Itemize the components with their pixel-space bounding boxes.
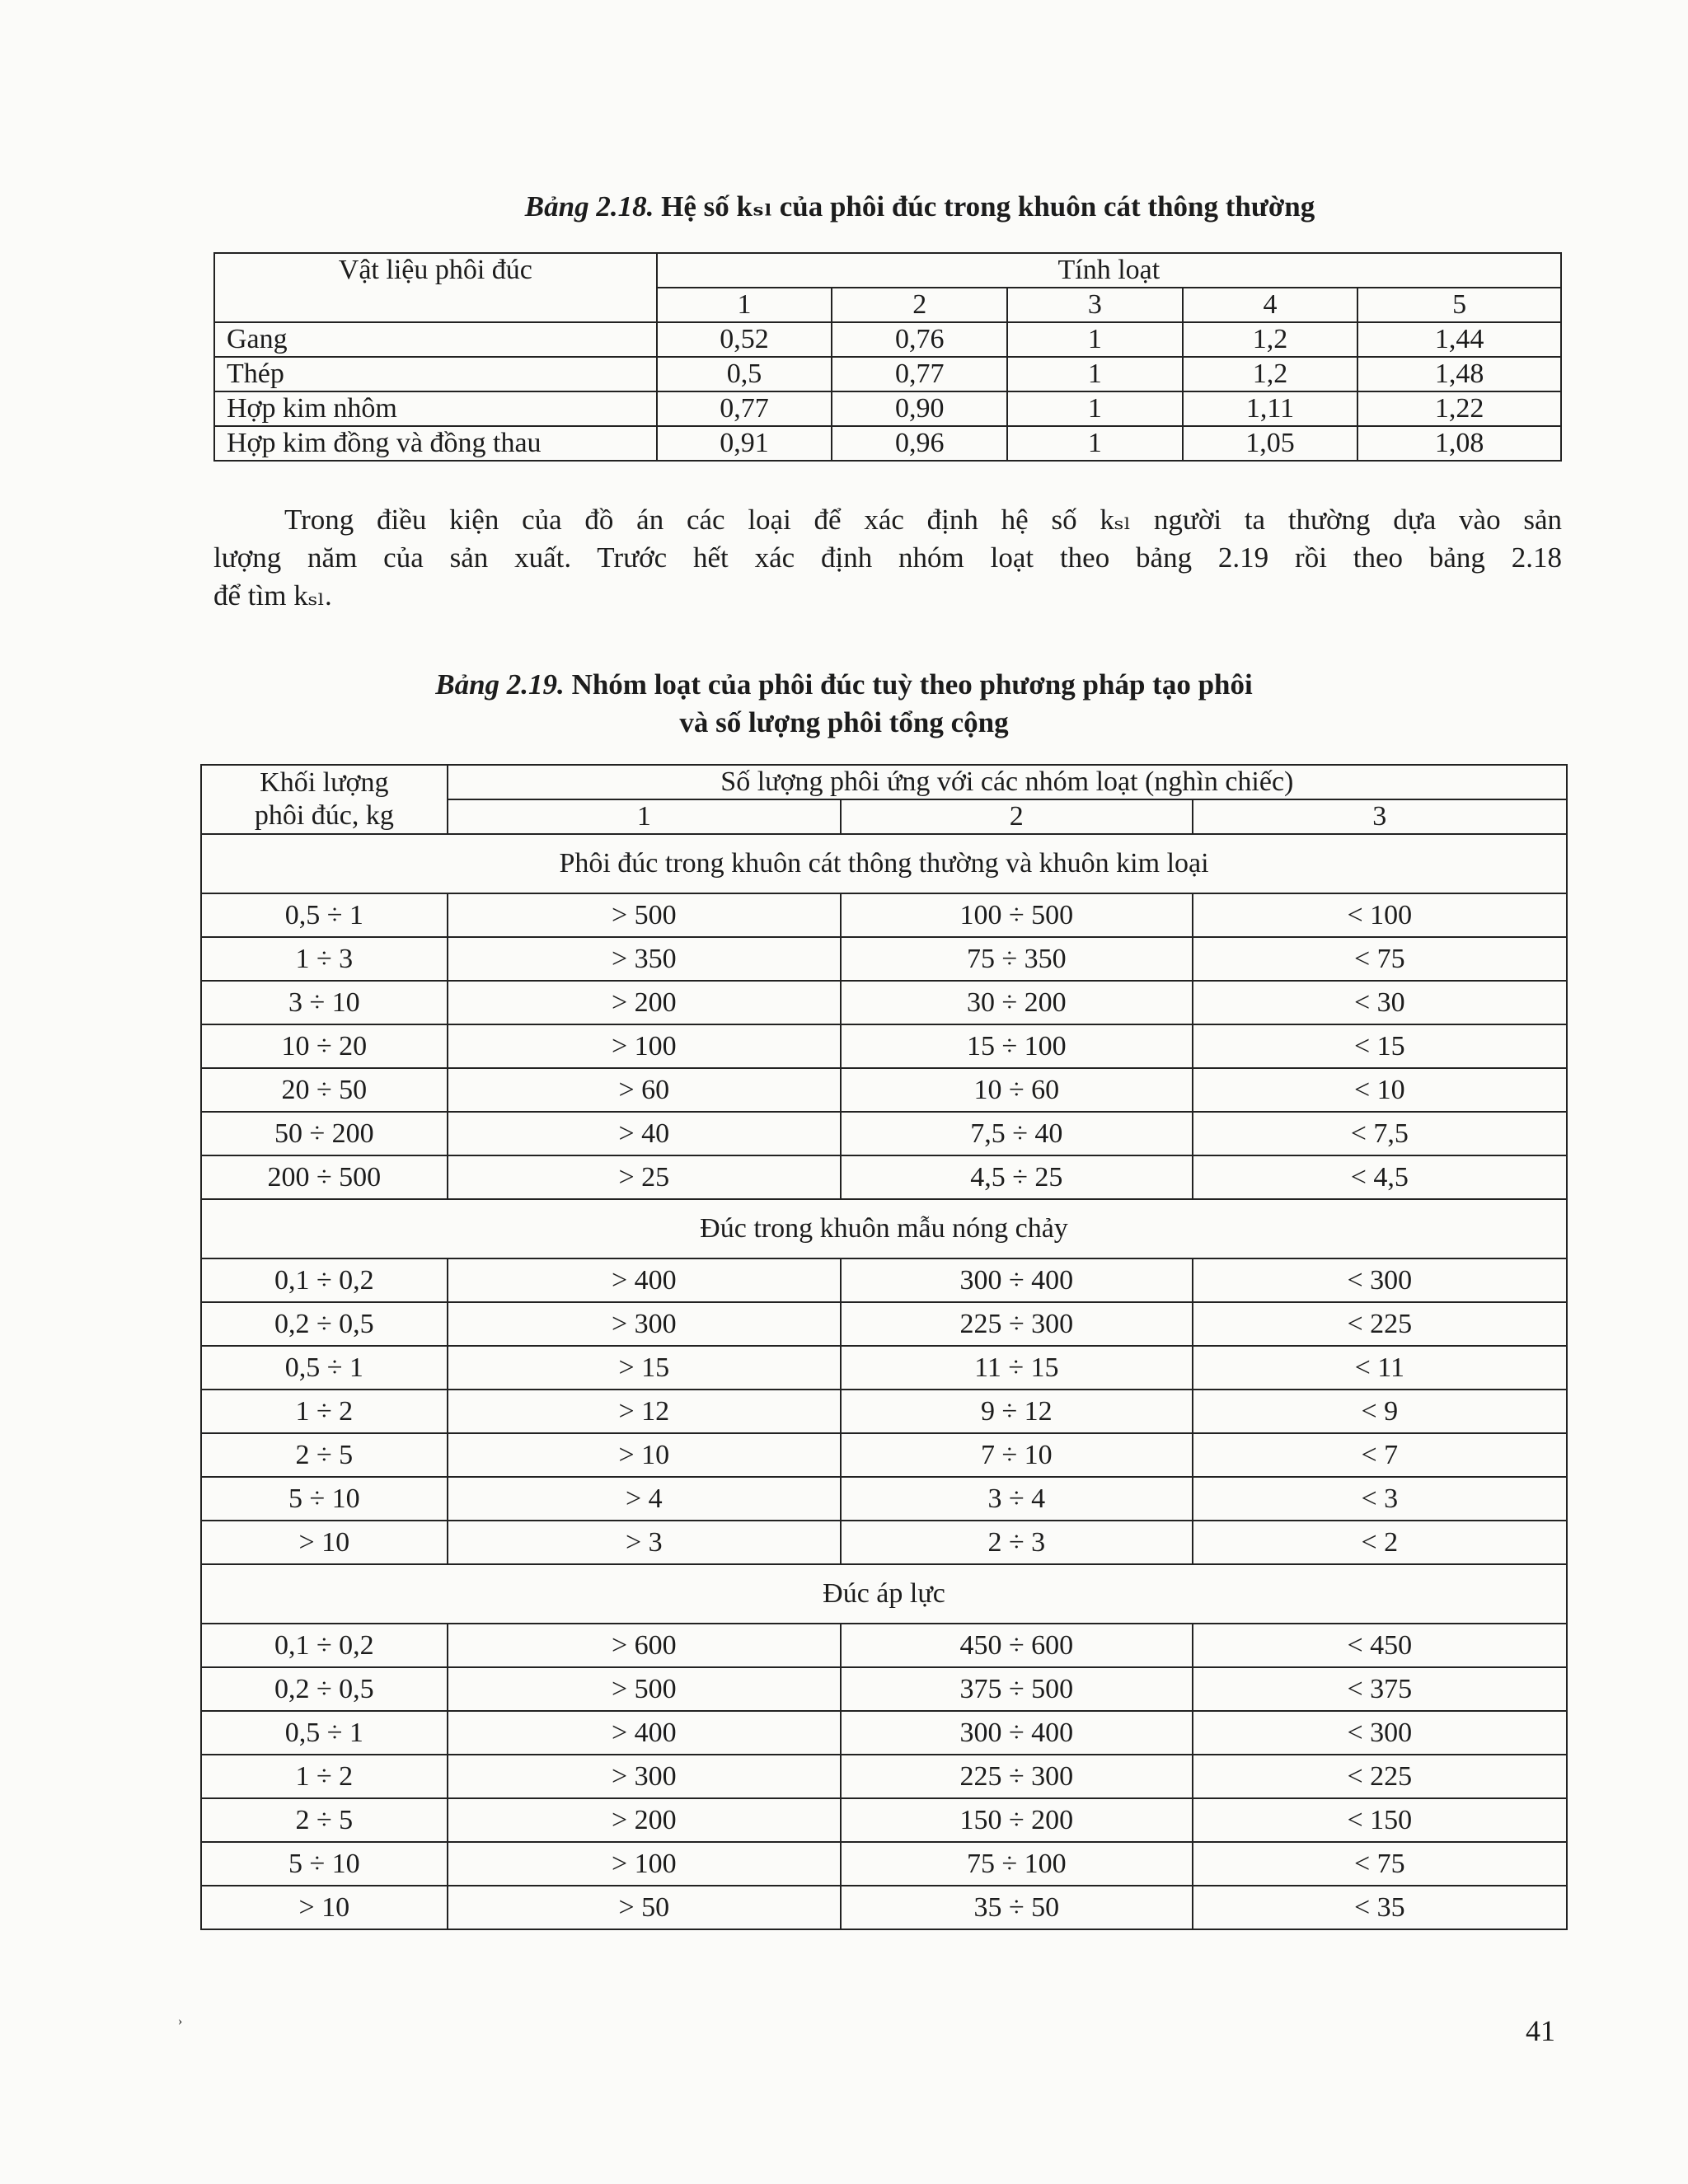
table-cell: > 500 [448, 893, 841, 937]
margin-mark: › [178, 2014, 183, 2028]
table-row [201, 1390, 1567, 1433]
weight-cell: 0,2 ÷ 0,5 [201, 1667, 448, 1711]
table-cell: < 15 [1193, 1024, 1567, 1068]
table-cell: 0,90 [832, 391, 1007, 426]
section-row [201, 1199, 1567, 1258]
header-col-2: 2 [832, 288, 1007, 322]
table-cell: < 100 [1193, 893, 1567, 937]
table-cell: > 200 [448, 1798, 841, 1842]
section-row [201, 1564, 1567, 1624]
weight-cell: 10 ÷ 20 [201, 1024, 448, 1068]
weight-cell: 3 ÷ 10 [201, 981, 448, 1024]
table-row [201, 1302, 1567, 1346]
table-cell: 7 ÷ 10 [841, 1433, 1193, 1477]
weight-cell: 0,5 ÷ 1 [201, 893, 448, 937]
weight-cell: 2 ÷ 5 [201, 1433, 448, 1477]
section-title: Phôi đúc trong khuôn cát thông thường và khuôn kim loại [201, 834, 1567, 893]
weight-cell: 0,1 ÷ 0,2 [201, 1258, 448, 1302]
header-col-3: 3 [1007, 288, 1183, 322]
table-cell: > 40 [448, 1112, 841, 1155]
paragraph-line: lượng năm của sản xuất. Trước hết xác định nhóm loạt theo bảng 2.19 rồi theo bảng 2.18 [213, 541, 1562, 574]
page-number: 41 [1526, 2014, 1555, 2047]
header-weight-line2: phôi đúc, kg [254, 800, 394, 831]
table-cell: > 15 [448, 1346, 841, 1390]
table-row [201, 1346, 1567, 1390]
header-weight-line1: Khối lượng [260, 767, 389, 798]
table-cell: 7,5 ÷ 40 [841, 1112, 1193, 1155]
material-name: Gang [214, 322, 657, 357]
table-2-19-label: Bảng 2.19. [435, 668, 565, 701]
table-row [214, 322, 1561, 357]
table-row [214, 391, 1561, 426]
table-cell: < 75 [1193, 937, 1567, 981]
table-cell: < 11 [1193, 1346, 1567, 1390]
table-2-19-title-line1: Nhóm loạt của phôi đúc tuỳ theo phương pháp tạo phôi [571, 668, 1253, 701]
weight-cell: 5 ÷ 10 [201, 1477, 448, 1521]
table-cell: 3 ÷ 4 [841, 1477, 1193, 1521]
table-cell: > 12 [448, 1390, 841, 1433]
table-row [201, 1521, 1567, 1564]
table-cell: > 4 [448, 1477, 841, 1521]
weight-cell: 0,5 ÷ 1 [201, 1711, 448, 1755]
material-name: Thép [214, 357, 657, 391]
header-group: Số lượng phôi ứng với các nhóm loạt (nghìn chiếc) [448, 765, 1567, 799]
table-cell: > 3 [448, 1521, 841, 1564]
table-cell: 450 ÷ 600 [841, 1624, 1193, 1667]
table-cell: 150 ÷ 200 [841, 1798, 1193, 1842]
table-2-19-caption [0, 666, 1688, 742]
table-cell: > 25 [448, 1155, 841, 1199]
weight-cell: 50 ÷ 200 [201, 1112, 448, 1155]
table-cell: < 2 [1193, 1521, 1567, 1564]
table-row [201, 1433, 1567, 1477]
weight-cell: 200 ÷ 500 [201, 1155, 448, 1199]
header-material: Vật liệu phôi đúc [214, 253, 657, 322]
table-2-19-title-line2: và số lượng phôi tổng cộng [679, 706, 1009, 738]
table-cell: > 50 [448, 1886, 841, 1929]
table-cell: < 7,5 [1193, 1112, 1567, 1155]
weight-cell: 20 ÷ 50 [201, 1068, 448, 1112]
table-cell: 10 ÷ 60 [841, 1068, 1193, 1112]
table-cell: 1,44 [1357, 322, 1561, 357]
table-row [201, 1112, 1567, 1155]
table-cell: 300 ÷ 400 [841, 1711, 1193, 1755]
table-cell: 1 [1007, 357, 1183, 391]
section-row [201, 834, 1567, 893]
table-2-18-title: Hệ số kₛₗ của phôi đúc trong khuôn cát thông thường [661, 190, 1315, 223]
table-cell: < 225 [1193, 1755, 1567, 1798]
table-cell: 1,2 [1183, 322, 1358, 357]
table-row [201, 1798, 1567, 1842]
header-col-1: 1 [448, 799, 841, 834]
weight-cell: > 10 [201, 1521, 448, 1564]
section-title: Đúc trong khuôn mẫu nóng chảy [201, 1199, 1567, 1258]
table-row [201, 981, 1567, 1024]
header-col-1: 1 [657, 288, 832, 322]
table-cell: 300 ÷ 400 [841, 1258, 1193, 1302]
table-cell: < 75 [1193, 1842, 1567, 1886]
table-cell: 30 ÷ 200 [841, 981, 1193, 1024]
header-col-2: 2 [841, 799, 1193, 834]
table-cell: > 100 [448, 1024, 841, 1068]
table-cell: 1,48 [1357, 357, 1561, 391]
table-cell: > 300 [448, 1755, 841, 1798]
weight-cell: 1 ÷ 3 [201, 937, 448, 981]
table-cell: > 350 [448, 937, 841, 981]
table-row [201, 1667, 1567, 1711]
table-cell: < 300 [1193, 1711, 1567, 1755]
table-cell: > 600 [448, 1624, 841, 1667]
table-row [201, 1258, 1567, 1302]
table-cell: 1 [1007, 391, 1183, 426]
table-row [201, 1624, 1567, 1667]
table-cell: > 60 [448, 1068, 841, 1112]
table-cell: 0,77 [832, 357, 1007, 391]
table-cell: 0,91 [657, 426, 832, 461]
table-cell: 1,05 [1183, 426, 1358, 461]
table-2-19 [200, 764, 1568, 1930]
table-cell: > 500 [448, 1667, 841, 1711]
header-col-3: 3 [1193, 799, 1567, 834]
table-row [201, 937, 1567, 981]
table-row [201, 1886, 1567, 1929]
table-cell: 4,5 ÷ 25 [841, 1155, 1193, 1199]
table-cell: 0,5 [657, 357, 832, 391]
table-cell: 0,76 [832, 322, 1007, 357]
table-2-18 [213, 252, 1562, 462]
material-name: Hợp kim nhôm [214, 391, 657, 426]
body-paragraph [213, 501, 1562, 615]
table-row [214, 357, 1561, 391]
weight-cell: 0,5 ÷ 1 [201, 1346, 448, 1390]
header-group: Tính loạt [657, 253, 1561, 288]
table-2-18-caption [76, 188, 1688, 226]
table-cell: 0,52 [657, 322, 832, 357]
table-cell: 0,77 [657, 391, 832, 426]
material-name: Hợp kim đồng và đồng thau [214, 426, 657, 461]
table-cell: 9 ÷ 12 [841, 1390, 1193, 1433]
table-cell: 15 ÷ 100 [841, 1024, 1193, 1068]
table-cell: 225 ÷ 300 [841, 1755, 1193, 1798]
table-row [201, 1477, 1567, 1521]
table-row [201, 1024, 1567, 1068]
weight-cell: 0,2 ÷ 0,5 [201, 1302, 448, 1346]
table-cell: < 10 [1193, 1068, 1567, 1112]
table-cell: < 375 [1193, 1667, 1567, 1711]
table-2-18-label: Bảng 2.18. [524, 190, 654, 223]
table-cell: < 9 [1193, 1390, 1567, 1433]
table-row [201, 1755, 1567, 1798]
table-cell: > 400 [448, 1258, 841, 1302]
table-cell: 0,96 [832, 426, 1007, 461]
section-title: Đúc áp lực [201, 1564, 1567, 1624]
table-cell: 100 ÷ 500 [841, 893, 1193, 937]
table-cell: 75 ÷ 350 [841, 937, 1193, 981]
table-cell: 1 [1007, 322, 1183, 357]
table-cell: 2 ÷ 3 [841, 1521, 1193, 1564]
header-weight [201, 765, 448, 834]
table-cell: < 7 [1193, 1433, 1567, 1477]
table-cell: < 30 [1193, 981, 1567, 1024]
table-cell: < 35 [1193, 1886, 1567, 1929]
table-cell: < 150 [1193, 1798, 1567, 1842]
table-row [201, 893, 1567, 937]
table-cell: 1,11 [1183, 391, 1358, 426]
table-cell: > 10 [448, 1433, 841, 1477]
table-row [201, 1842, 1567, 1886]
weight-cell: 2 ÷ 5 [201, 1798, 448, 1842]
weight-cell: > 10 [201, 1886, 448, 1929]
table-cell: 75 ÷ 100 [841, 1842, 1193, 1886]
weight-cell: 0,1 ÷ 0,2 [201, 1624, 448, 1667]
header-col-5: 5 [1357, 288, 1561, 322]
table-cell: 35 ÷ 50 [841, 1886, 1193, 1929]
paragraph-line: Trong điều kiện của đồ án các loại để xác định hệ số kₛₗ người ta thường dựa vào sản [284, 504, 1562, 536]
header-col-4: 4 [1183, 288, 1358, 322]
table-cell: < 450 [1193, 1624, 1567, 1667]
table-row [201, 1711, 1567, 1755]
paragraph-line: để tìm kₛₗ. [213, 579, 332, 612]
table-cell: 1,2 [1183, 357, 1358, 391]
table-cell: 225 ÷ 300 [841, 1302, 1193, 1346]
table-row [201, 1155, 1567, 1199]
table-cell: 1,22 [1357, 391, 1561, 426]
table-cell: 1 [1007, 426, 1183, 461]
weight-cell: 1 ÷ 2 [201, 1755, 448, 1798]
table-cell: < 300 [1193, 1258, 1567, 1302]
table-cell: 375 ÷ 500 [841, 1667, 1193, 1711]
table-cell: < 3 [1193, 1477, 1567, 1521]
table-cell: > 300 [448, 1302, 841, 1346]
table-cell: < 4,5 [1193, 1155, 1567, 1199]
table-cell: 1,08 [1357, 426, 1561, 461]
table-cell: > 100 [448, 1842, 841, 1886]
weight-cell: 5 ÷ 10 [201, 1842, 448, 1886]
table-cell: 11 ÷ 15 [841, 1346, 1193, 1390]
table-cell: < 225 [1193, 1302, 1567, 1346]
table-cell: > 200 [448, 981, 841, 1024]
table-row [201, 1068, 1567, 1112]
table-row [214, 426, 1561, 461]
weight-cell: 1 ÷ 2 [201, 1390, 448, 1433]
table-cell: > 400 [448, 1711, 841, 1755]
